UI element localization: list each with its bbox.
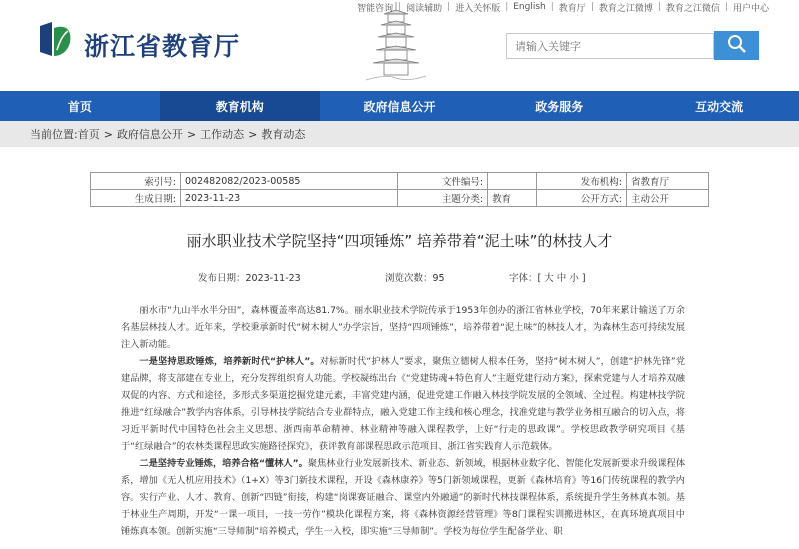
- nav-item-interaction[interactable]: 互动交流: [695, 99, 744, 114]
- paragraph: [121, 455, 685, 540]
- breadcrumb-sep: >: [186, 127, 197, 141]
- document-meta-table: [90, 172, 709, 207]
- font-size-small[interactable]: 小: [569, 273, 579, 284]
- link-care-mode[interactable]: 进入关怀版: [455, 3, 501, 14]
- meta-value: [488, 173, 537, 190]
- breadcrumb-prefix: 当前位置:: [30, 128, 78, 141]
- divider: |: [447, 2, 451, 12]
- paragraph: [121, 353, 685, 455]
- site-title[interactable]: 浙江省教育厅: [84, 32, 241, 61]
- nav-item-services[interactable]: 政务服务: [535, 99, 584, 114]
- search-input[interactable]: [506, 33, 714, 59]
- meta-value: 主动公开: [626, 190, 708, 207]
- meta-value: 2023-11-23: [181, 190, 398, 207]
- view-count: 浏览次数：95: [385, 273, 445, 284]
- breadcrumb-edu-news[interactable]: 教育动态: [261, 128, 306, 141]
- breadcrumb-sep: >: [248, 127, 258, 141]
- publish-date: 发布日期：2023-11-23: [198, 273, 301, 284]
- breadcrumb-home[interactable]: 首页: [77, 128, 100, 141]
- meta-row: [91, 190, 709, 207]
- link-wechat[interactable]: 教育之江微信: [665, 3, 720, 14]
- meta-key: 公开方式:: [536, 190, 626, 207]
- breadcrumb-work-news[interactable]: 工作动态: [200, 128, 245, 141]
- link-smart-consult[interactable]: 智能咨询: [357, 3, 394, 14]
- breadcrumb-info-disclosure[interactable]: 政府信息公开: [116, 128, 183, 141]
- paragraph-heading: 二是坚持专业锤炼，培养合格“懂林人”。: [139, 458, 308, 469]
- meta-key: 文件编号:: [398, 173, 488, 190]
- font-size-switcher: [509, 270, 586, 284]
- nav-item-info-disclosure[interactable]: 政府信息公开: [363, 99, 436, 114]
- link-edu-dept[interactable]: 教育厅: [558, 3, 586, 14]
- article-title: 丽水职业技术学院坚持“四项锤炼” 培养带着“泥土味”的林技人才: [186, 232, 613, 250]
- breadcrumb-sep: >: [103, 127, 113, 141]
- search-icon: [727, 34, 747, 58]
- meta-key: 发布机构:: [536, 173, 626, 190]
- paragraph-text: 聚焦林业行业发展新技术、新业态、新领域，根据林业数字化、智能化发展新要求升级课程体系，增加《无人机应用技术》（1+X）等3门新技术课程，开设《森林康养》等5门新领域课程，更新《森林培育》等16门传统课程的教学内容。实行产业、人才、教育、创新“四链”衔接，构建“岗课赛证融合、课堂内外融通”的新时代林技课程体系，系统提升学生务林真本领。基于林业生产周期，开发“一课一项目，一技一劳作”模块化课程方案，将《森林资源经营管理》等8门课程实训搬进林区，在真环境真项目中锤炼真本领。创新实施“三导师制”培养模式，学生一入校，即实施“三导师制”。学校为每位学生配备学业、职: [121, 458, 686, 537]
- divider: |: [590, 2, 594, 12]
- meta-value: 省教育厅: [626, 173, 708, 190]
- link-english[interactable]: English: [513, 2, 546, 12]
- search-button[interactable]: [714, 31, 759, 60]
- paragraph-heading: 一是坚持思政锤炼，培养新时代“护林人”。: [139, 356, 320, 367]
- paragraph-text: 对标新时代“护林人”要求，聚焦立德树人根本任务，坚持“树木树人”，创建“护林先锋”党建品牌，将支部建在专业上，充分发挥组织育人功能。学校凝练出台《“党建铸魂+特色育人”主题党建行动方案》，探索党建与人才培养双融双促的内容、方式和途径，多形式多渠道挖掘党建元素，丰富党建内涵，促进党建工作融入林技学院发展的全领域、全过程。构建林技学院推进“红绿融合”教学内容体系，引导林技学院结合专业群特点，融入党建工作主线和核心理念，找准党建与教学业务相互融合的切入点，将习近平新时代中国特色社会主义思想、浙西南革命精神、林业精神等融入课程教学，上好“行走的思政课”。学校思政教学研究项目《基于“红绿融合”的农林类课程思政实施路径探究》，获评教育部课程思政示范项目、浙江省实践育人示范载体。: [121, 356, 686, 452]
- link-user-center[interactable]: 用户中心: [732, 3, 769, 14]
- meta-value: 002482082/2023-00585: [181, 173, 398, 190]
- font-size-label: 字体：[: [509, 273, 542, 284]
- divider: |: [657, 2, 661, 12]
- meta-row: [91, 173, 709, 190]
- meta-value: 教育: [488, 190, 537, 207]
- font-size-large[interactable]: 大: [544, 273, 554, 284]
- meta-key: 索引号:: [91, 173, 181, 190]
- font-size-medium[interactable]: 中: [556, 273, 567, 284]
- nav-item-institutions[interactable]: 教育机构: [160, 91, 320, 121]
- link-reading-aid[interactable]: 阅读辅助: [406, 3, 443, 14]
- divider: |: [724, 2, 728, 12]
- main-nav: [0, 91, 799, 121]
- breadcrumb: [0, 121, 799, 147]
- utility-links: [357, 0, 769, 14]
- paragraph: 丽水市“九山半水半分田”，森林覆盖率高达81.7%。丽水职业技术学院传承于1953年创办的浙江省林业学校，70年来累计输送了万余名基层林技人才。近年来，学校秉承新时代“树木树人”办学宗旨，坚持“四项锤炼”，培养带着“泥土味”的林技人才，为森林生态可持续发展注入新动能。: [121, 305, 685, 350]
- link-weibo[interactable]: 教育之江微博: [598, 3, 653, 14]
- meta-key: 主题分类:: [398, 190, 488, 207]
- divider: |: [505, 2, 509, 12]
- meta-key: 生成日期:: [91, 190, 181, 207]
- divider: |: [398, 2, 402, 12]
- nav-item-home[interactable]: 首页: [67, 99, 92, 114]
- divider: |: [550, 2, 554, 12]
- article-body: [121, 302, 685, 540]
- font-size-bracket: ]: [581, 273, 586, 284]
- site-logo[interactable]: [36, 20, 74, 60]
